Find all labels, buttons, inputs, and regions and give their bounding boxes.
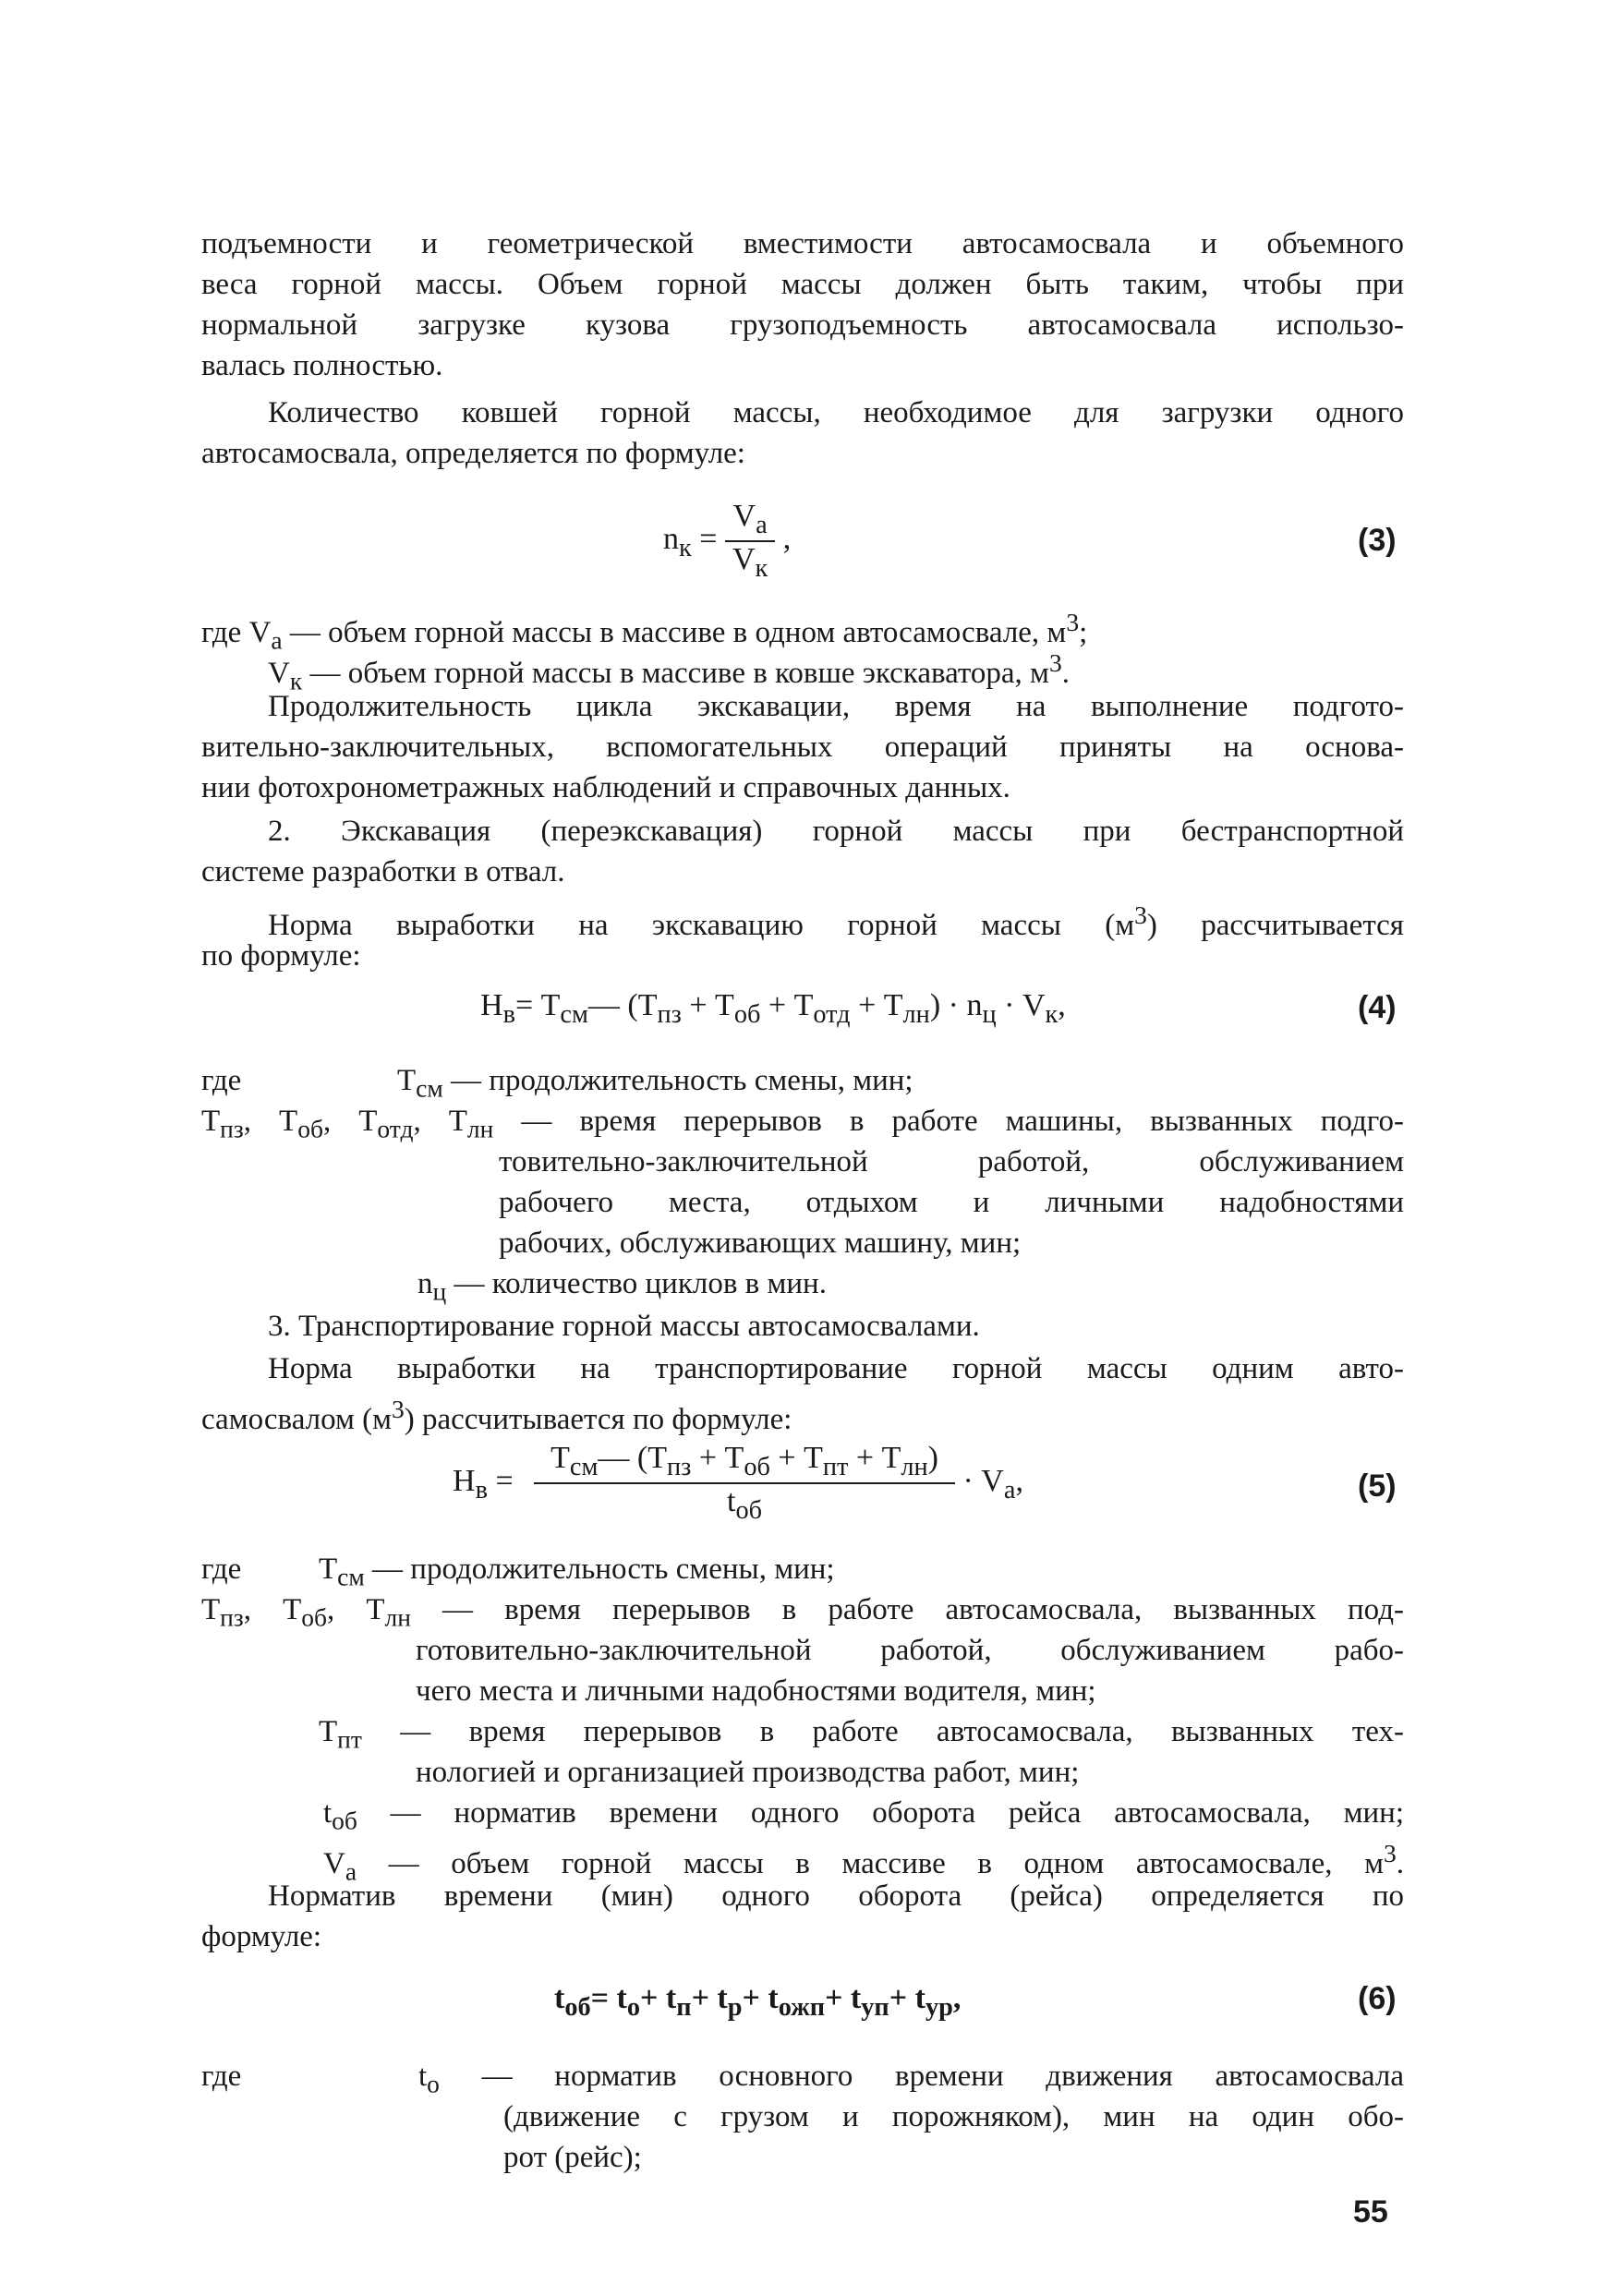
text-line: рабочего места, отдыхом и личными надобностями <box>499 1186 1404 1219</box>
text-line: где <box>201 1553 242 1586</box>
formula-lhs: $H_в$ = <box>453 1463 514 1504</box>
numerator: $V_а$ <box>725 499 775 542</box>
text-line: готовительно-заключительной работой, обслуживанием рабо- <box>416 1634 1404 1667</box>
text-line: Продолжительность цикла экскавации, время на выполнение подгото- <box>268 690 1404 723</box>
text-line: $T_{см}$ — продолжительность смены, мин; <box>397 1064 913 1103</box>
text-line: Количество ковшей горной массы, необходимое для загрузки одного <box>268 396 1404 429</box>
text-line: по формуле: <box>201 939 361 973</box>
numerator: $T_{см}—$ $(T_{пз} + T_{об} + T_{пт} + T_{лн})$ <box>534 1441 955 1484</box>
text-line: $T_{пз}$, $T_{об}$, $T_{лн}$ — время перерывов в работе автосамосвала, вызванных под- <box>201 1593 1404 1632</box>
text-line: где <box>201 1064 242 1097</box>
text-line: веса горной массы. Объем горной массы должен быть таким, чтобы при <box>201 268 1404 301</box>
text-line: $T_{пз}$, $T_{об}$, $T_{отд}$, $T_{лн}$ — время перерывов в работе машины, вызванных подго- <box>201 1105 1404 1143</box>
formula-lhs: $n_к$ = <box>663 521 718 562</box>
text-line: $V_а$ — объем горной массы в массиве в одном автосамосвале, $м^3$. <box>323 1839 1404 1886</box>
equation-number: (5) <box>1358 1468 1397 1504</box>
text-line: нии фотохронометражных наблюдений и справочных данных. <box>201 771 1010 804</box>
text-line: Норматив времени (мин) одного оборота (рейса) определяется по <box>268 1879 1404 1913</box>
text-line: 2. Экскавация (переэкскавация) горной массы при бестранспортной <box>268 815 1404 848</box>
denominator: $V_к$ <box>732 541 768 583</box>
text-line: (движение с грузом и порожняком), мин на один обо- <box>503 2100 1404 2133</box>
text-line: $t_о$ — норматив основного времени движения автосамосвала <box>418 2060 1404 2098</box>
text-line: товительно-заключительной работой, обслуживанием <box>499 1145 1404 1178</box>
text-line: нормальной загрузке кузова грузоподъемность автосамосвала использо- <box>201 308 1404 342</box>
text-line: $n_ц$ — количество циклов в мин. <box>417 1267 827 1306</box>
text-line: Норма выработки на транспортирование горной массы одним авто- <box>268 1352 1404 1385</box>
equation-number: (3) <box>1358 523 1397 558</box>
text-line: системе разработки в отвал. <box>201 855 565 888</box>
text-line: $T_{пт}$ — время перерывов в работе автосамосвала, вызванных тех- <box>319 1715 1404 1754</box>
text-line: где $V_a$ — объем горной массы в массиве в одном автосамосвале, $м^3$; <box>201 608 1088 655</box>
formula-5 <box>453 1441 1023 1526</box>
text-line: чего места и личными надобностями водителя, мин; <box>416 1674 1096 1708</box>
text-line: автосамосвала, определяется по формуле: <box>201 437 745 470</box>
text-line: формуле: <box>201 1920 322 1953</box>
formula-tail: · $V_а$, <box>962 1463 1023 1504</box>
text-line: $T_{см}$ — продолжительность смены, мин; <box>319 1553 835 1591</box>
text-line: валась полностью. <box>201 349 443 382</box>
text-line: самосвалом $(м^3)$ рассчитывается по формуле: <box>201 1395 792 1436</box>
formula-6: $t_{об}= t_о+ t_п+ t_р+ t_{ожп}+ t_{уп}+ t_{ур}$, <box>554 1981 962 2022</box>
fraction <box>534 1441 955 1526</box>
formula-3 <box>663 499 791 584</box>
text-line: нологией и организацией производства работ, мин; <box>416 1756 1080 1789</box>
text-line: 3. Транспортирование горной массы автосамосвалами. <box>268 1310 980 1343</box>
text-line: подъемности и геометрической вместимости автосамосвала и объемного <box>201 227 1404 260</box>
text-line: где <box>201 2060 242 2093</box>
text-line: $V_к$ — объем горной массы в массиве в ковше экскаватора, $м^3$. <box>268 648 1070 695</box>
text-line: рот (рейс); <box>503 2141 642 2174</box>
equation-number: (6) <box>1358 1981 1397 2016</box>
text-line: вительно-заключительных, вспомогательных операций приняты на основа- <box>201 731 1404 764</box>
formula-tail: , <box>782 521 792 556</box>
text-line: Норма выработки на экскавацию горной массы $(м^3)$ рассчитывается <box>268 900 1404 942</box>
formula-4: $H_в=$ $T_{см}—$ $(T_{пз} + T_{об} + T_{отд} + T_{лн}) \cdot n_ц \cdot V_к$, <box>480 988 1066 1029</box>
denominator: $t_{об}$ <box>727 1483 763 1525</box>
equation-number: (4) <box>1358 990 1397 1025</box>
fraction <box>725 499 775 584</box>
text-line: рабочих, обслуживающих машину, мин; <box>499 1227 1022 1260</box>
page-number: 55 <box>1353 2194 1388 2230</box>
text-line: $t_{об}$ — норматив времени одного оборота рейса автосамосвала, мин; <box>323 1796 1404 1835</box>
